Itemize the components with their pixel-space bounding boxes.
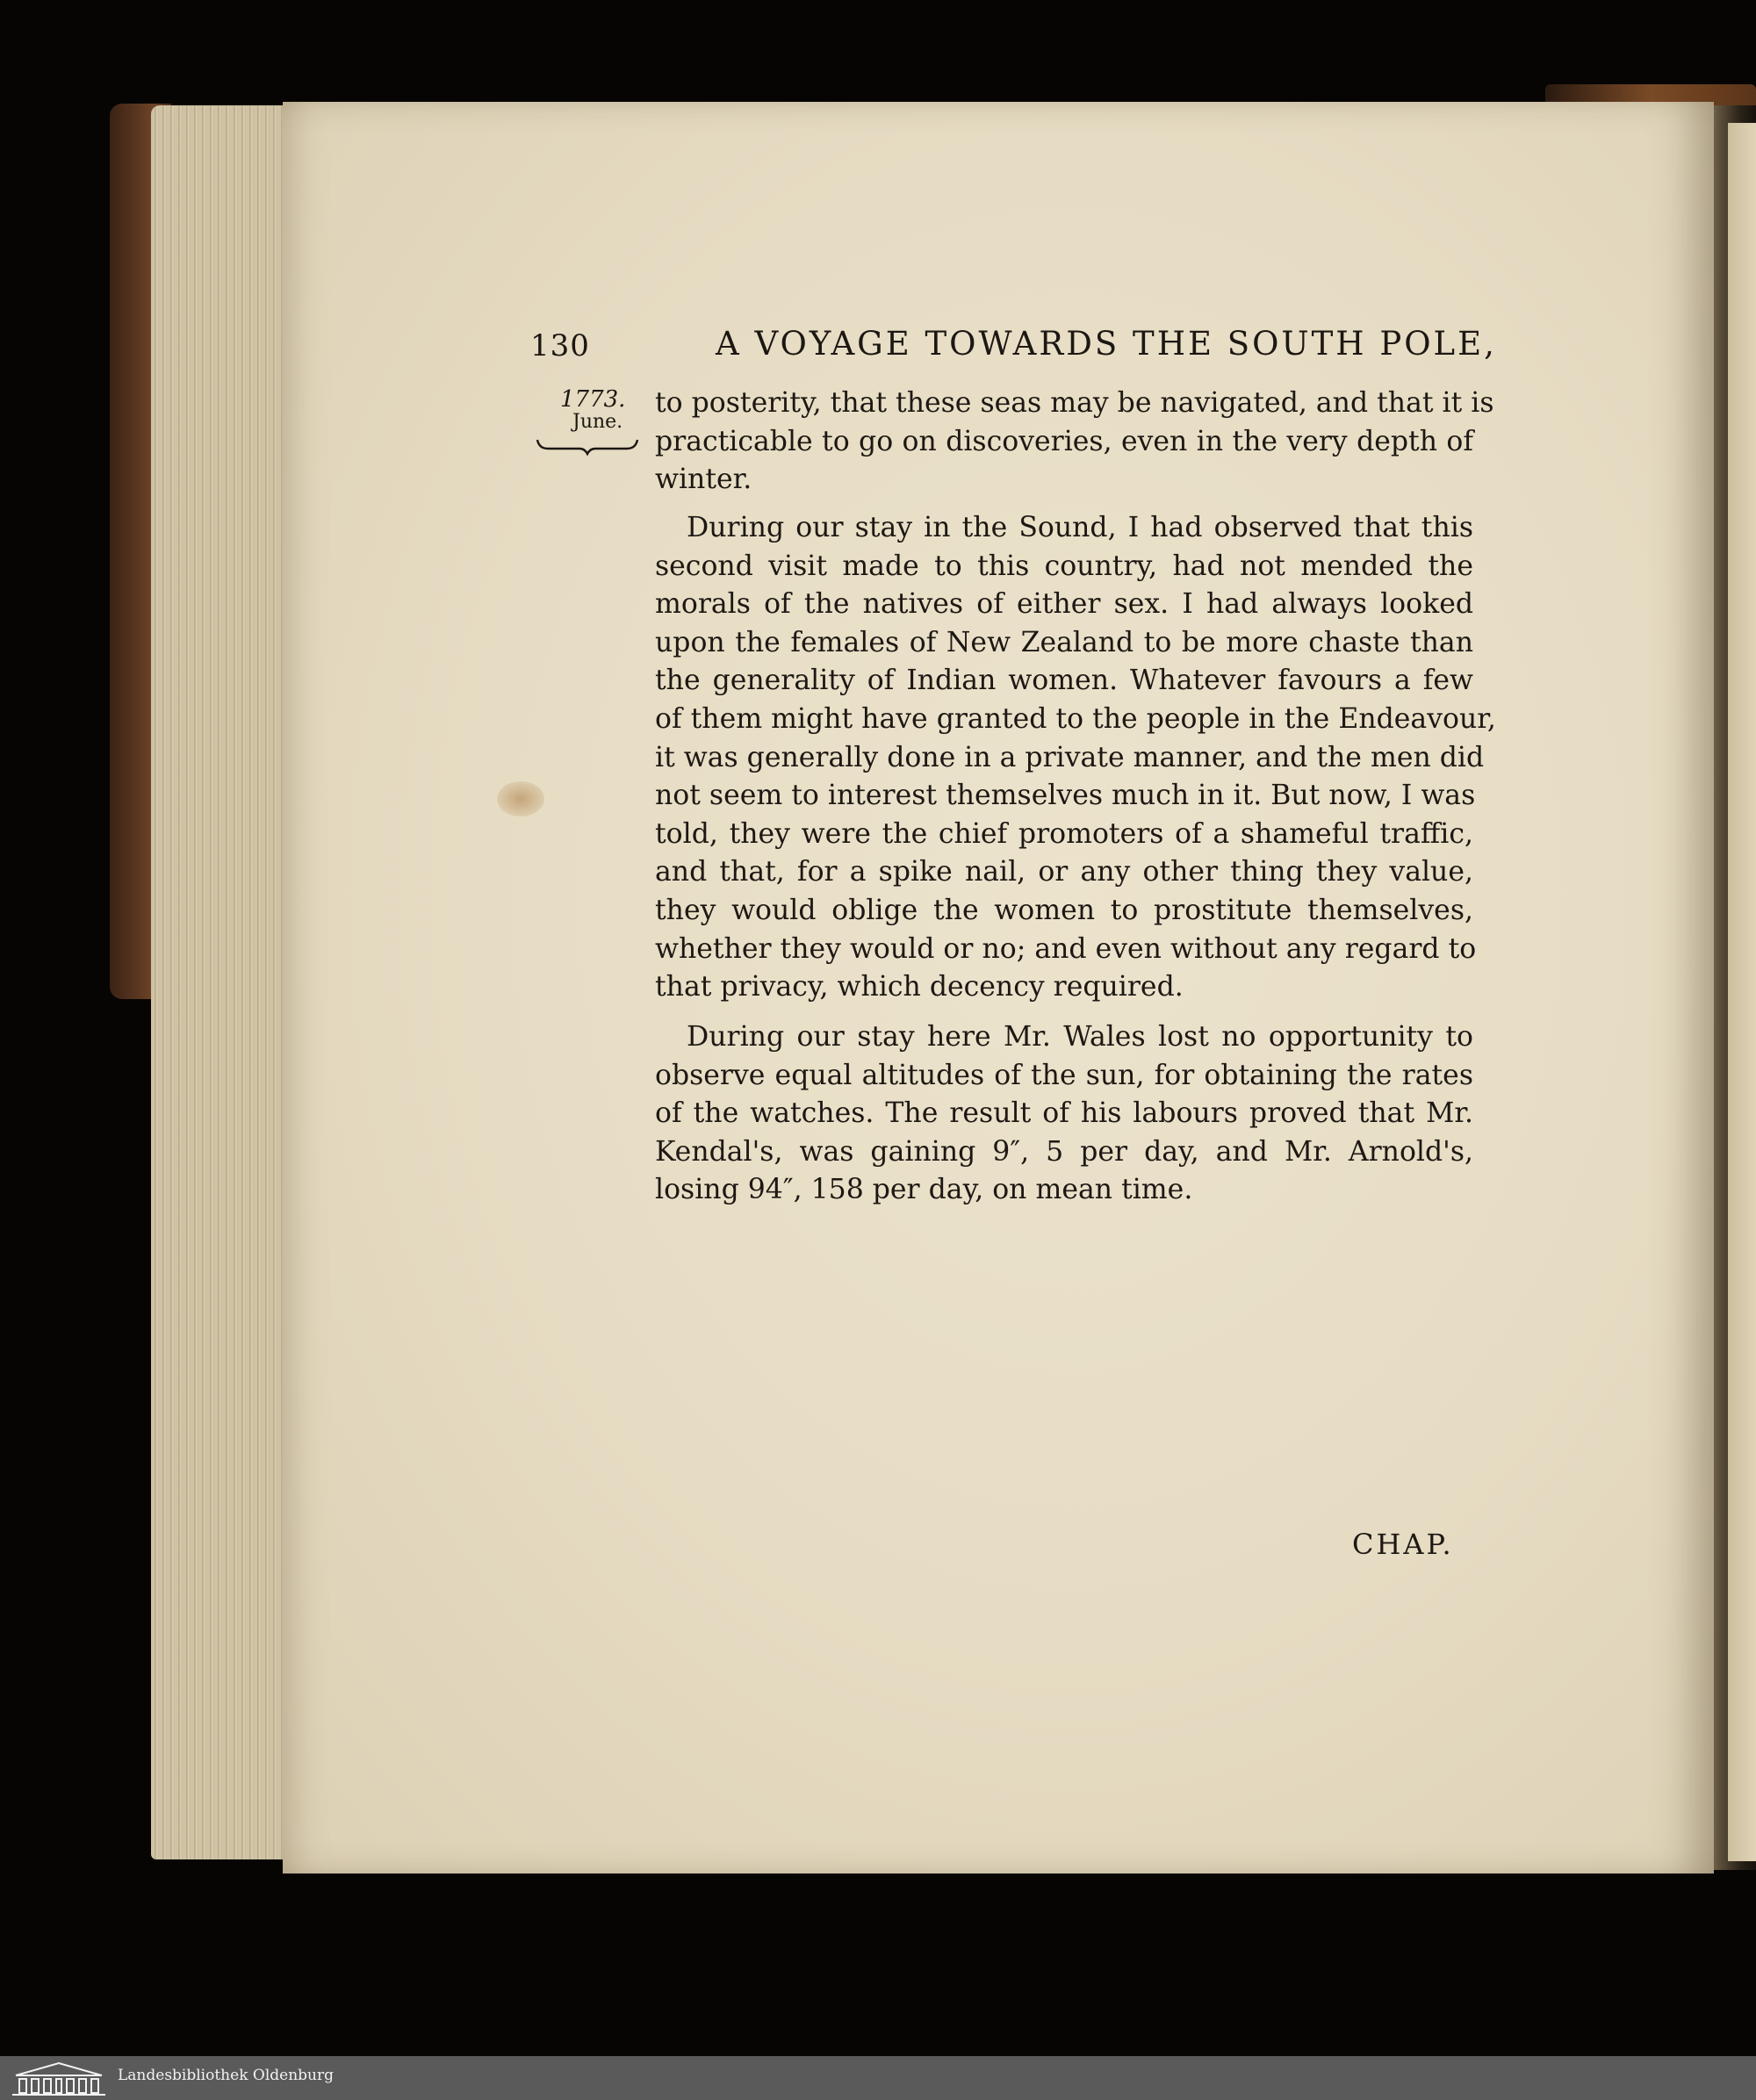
text-line: of them might have granted to the people in the Endeavour, — [655, 702, 1496, 735]
text-line: not seem to interest themselves much in it. But now, I was — [655, 780, 1476, 812]
paper-stain — [497, 781, 544, 816]
text-line: of the watches. The result of his labours proved that Mr. — [655, 1097, 1473, 1130]
brace-icon — [536, 436, 639, 456]
text-line: upon the females of New Zealand to be more chaste than — [655, 626, 1473, 658]
text-line: and that, for a spike nail, or any other thing they value, — [655, 856, 1473, 888]
text-line: During our stay here Mr. Wales lost no opportunity to — [687, 1021, 1473, 1053]
text-line: it was generally done in a private manner, and the men did — [655, 741, 1485, 773]
margin-note-year: 1773. — [560, 386, 626, 413]
page-number: 130 — [530, 328, 590, 363]
running-title: A VOYAGE TOWARDS THE SOUTH POLE, — [716, 325, 1497, 363]
text-line: whether they would or no; and even without any regard to — [655, 932, 1477, 965]
text-line: they would oblige the women to prostitute themselves, — [655, 894, 1473, 926]
margin-note-month: June. — [572, 411, 623, 433]
text-line: losing 94″, 158 per day, on mean time. — [655, 1174, 1193, 1206]
text-line: the generality of Indian women. Whatever favours a few — [655, 665, 1473, 697]
library-name: Landesbibliothek Oldenburg — [118, 2067, 335, 2084]
text-line: morals of the natives of either sex. I had always looked — [655, 588, 1473, 621]
paragraph — [655, 509, 1496, 1007]
catchword: CHAP. — [1352, 1528, 1454, 1561]
library-building-icon — [9, 2060, 109, 2096]
text-line: winter. — [655, 464, 752, 496]
facing-page-edge — [1728, 123, 1756, 1861]
text-line: to posterity, that these seas may be navigated, and that it is — [655, 387, 1494, 419]
text-line: second visit made to this country, had not mended the — [655, 550, 1473, 582]
page-block-edges — [151, 105, 291, 1859]
text-line: told, they were the chief promoters of a shameful traffic, — [655, 817, 1473, 850]
text-line: practicable to go on discoveries, even in the very depth of — [655, 425, 1473, 457]
paragraph — [655, 1018, 1473, 1210]
text-line: During our stay in the Sound, I had observed that this — [687, 512, 1473, 543]
paragraph — [655, 385, 1494, 500]
text-line: observe equal altitudes of the sun, for obtaining the rates — [655, 1059, 1473, 1091]
text-line: Kendal's, was gaining 9″, 5 per day, and Mr. Arnold's, — [655, 1135, 1473, 1168]
text-line: that privacy, which decency required. — [655, 971, 1184, 1003]
